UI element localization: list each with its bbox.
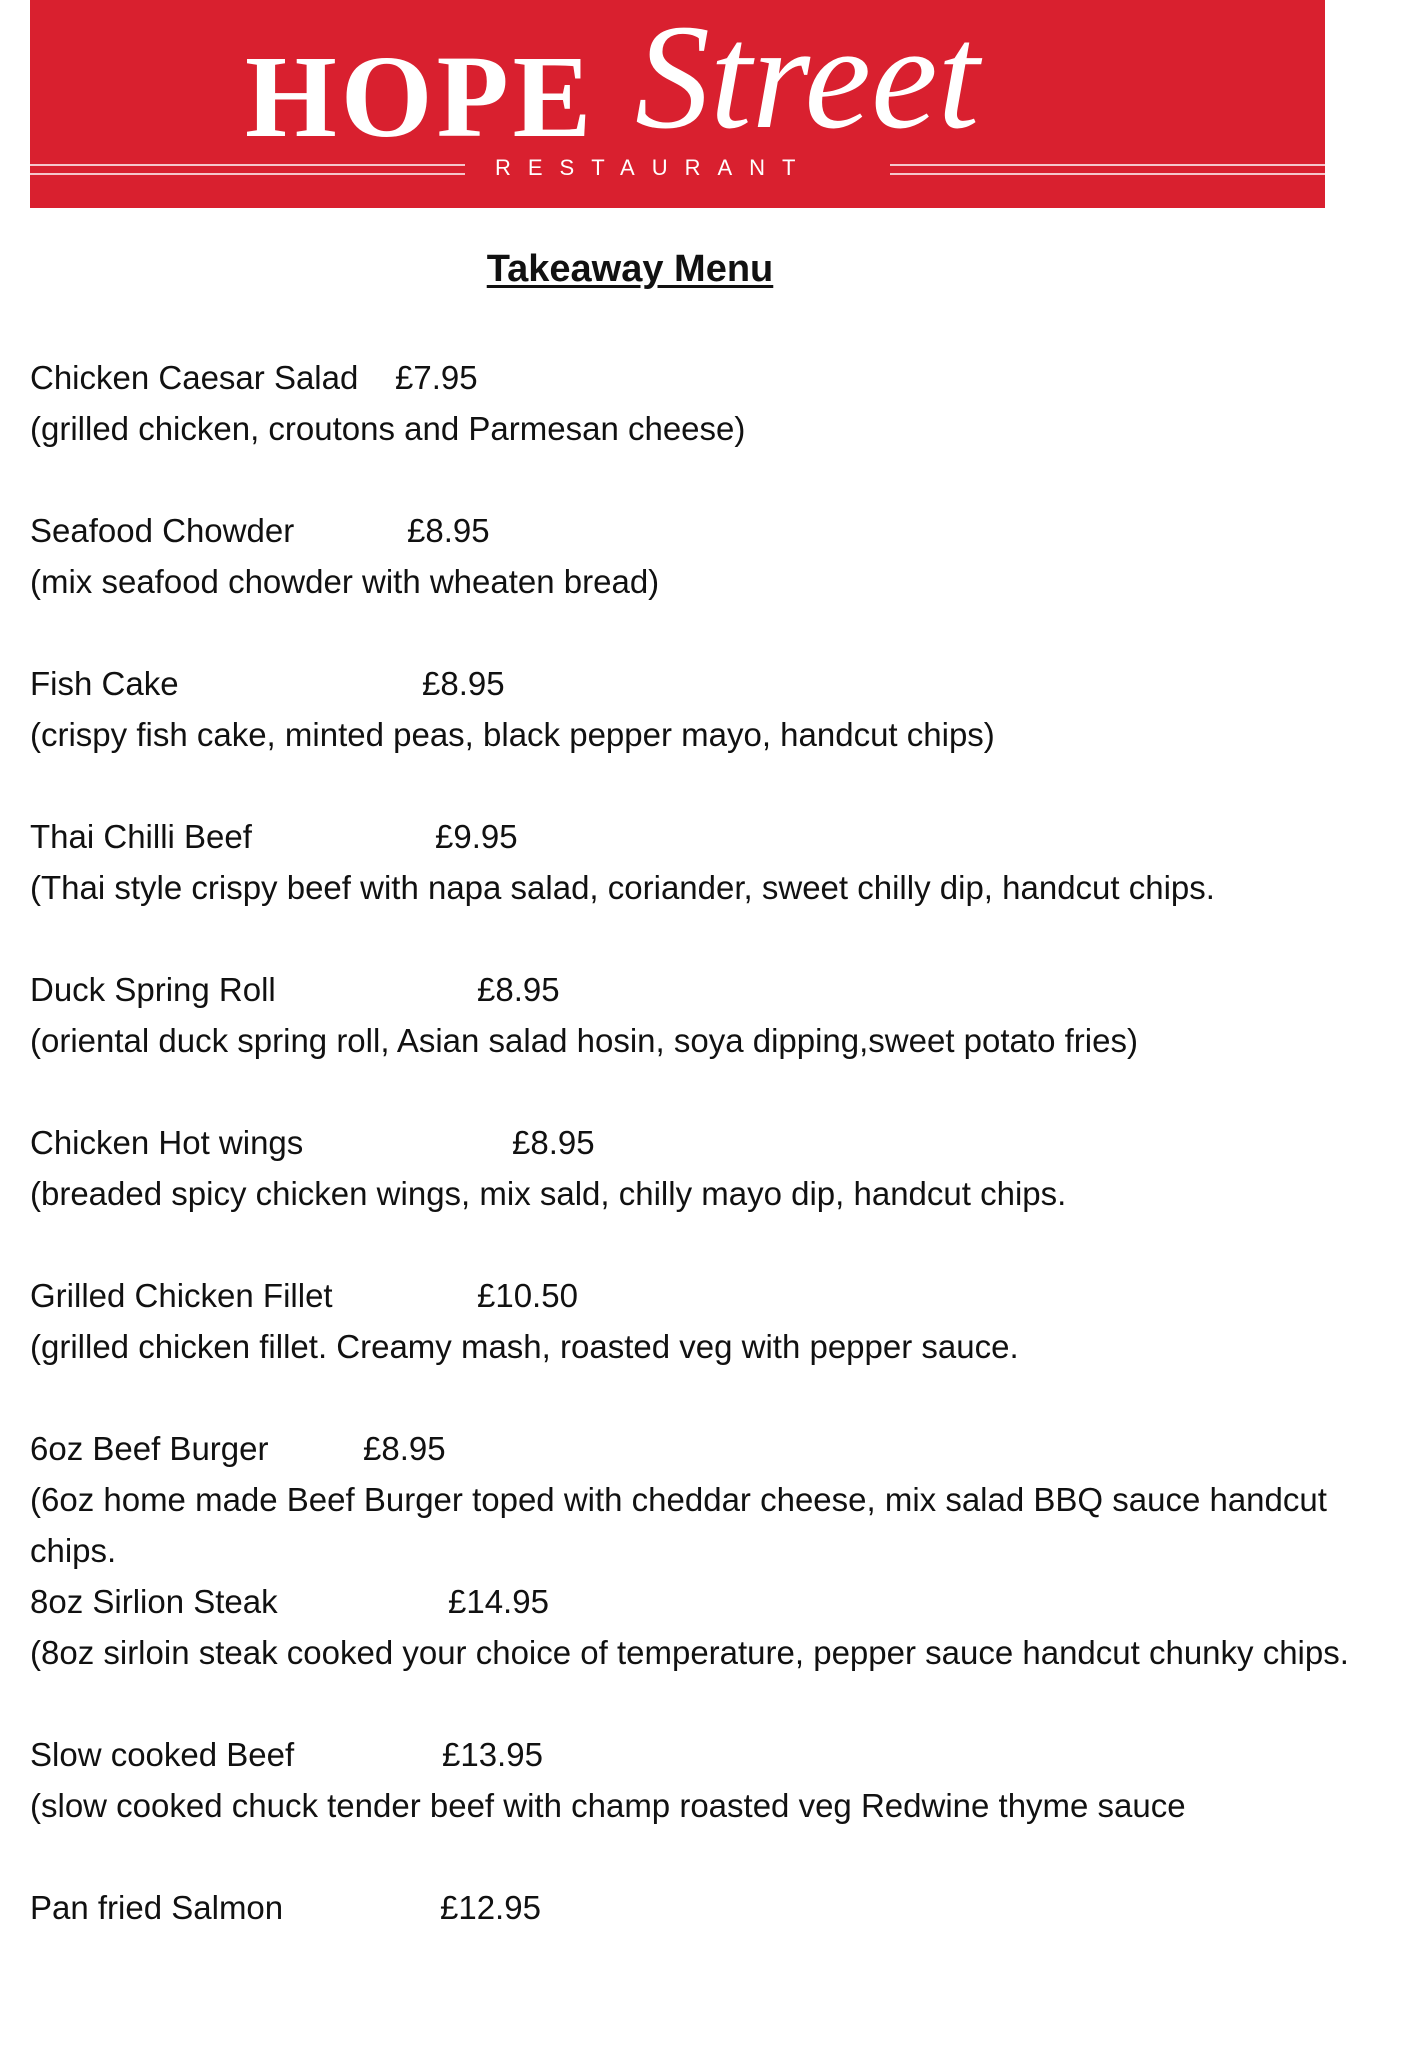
menu-item-price: £8.95	[477, 971, 560, 1008]
menu-item-description: (grilled chicken, croutons and Parmesan cheese)	[30, 410, 746, 447]
menu-item-price: £14.95	[448, 1583, 549, 1620]
menu-item	[30, 811, 1350, 913]
menu-item	[30, 352, 1350, 454]
menu-item	[30, 1882, 1350, 1933]
menu-item-name: 8oz Sirlion Steak	[30, 1583, 278, 1620]
menu-item-description: (8oz sirloin steak cooked your choice of temperature, pepper sauce handcut chunky chips.	[30, 1634, 1349, 1671]
logo-rule-left	[30, 164, 465, 175]
menu-item-description: (oriental duck spring roll, Asian salad hosin, soya dipping,sweet potato fries)	[30, 1022, 1138, 1059]
menu-item-name: Fish Cake	[30, 665, 179, 702]
menu-item-description: (mix seafood chowder with wheaten bread)	[30, 563, 660, 600]
menu-item-name: Chicken Hot wings	[30, 1124, 304, 1161]
restaurant-logo-banner	[30, 0, 1325, 208]
menu-title: Takeaway Menu	[486, 248, 774, 290]
menu-item-name: Grilled Chicken Fillet	[30, 1277, 333, 1314]
menu-item-price: £10.50	[477, 1277, 578, 1314]
menu-items-list	[30, 352, 1350, 1933]
menu-item-description: (Thai style crispy beef with napa salad, coriander, sweet chilly dip, handcut chips.	[30, 869, 1215, 906]
menu-item	[30, 1117, 1350, 1219]
menu-item	[30, 1423, 1350, 1576]
brand-name-hope: HOPE	[245, 31, 596, 162]
menu-item	[30, 505, 1350, 607]
menu-item	[30, 1729, 1350, 1831]
brand-name-street: Street	[635, 0, 980, 160]
menu-item-price: £7.95	[395, 359, 478, 396]
menu-item-name: Seafood Chowder	[30, 512, 295, 549]
logo-rule-right	[890, 164, 1325, 175]
menu-item	[30, 658, 1350, 760]
menu-item-description: (crispy fish cake, minted peas, black pepper mayo, handcut chips)	[30, 716, 995, 753]
menu-item	[30, 1576, 1350, 1678]
menu-item-name: 6oz Beef Burger	[30, 1430, 269, 1467]
menu-item-description: (breaded spicy chicken wings, mix sald, chilly mayo dip, handcut chips.	[30, 1175, 1067, 1212]
menu-item-price: £8.95	[407, 512, 490, 549]
menu-item-price: £12.95	[440, 1889, 541, 1926]
brand-tagline: RESTAURANT	[495, 155, 813, 180]
menu-item-description: (slow cooked chuck tender beef with champ roasted veg Redwine thyme sauce	[30, 1787, 1186, 1824]
menu-item-name: Thai Chilli Beef	[30, 818, 252, 855]
menu-item-name: Pan fried Salmon	[30, 1889, 284, 1926]
menu-item-name: Chicken Caesar Salad	[30, 359, 359, 396]
menu-item-price: £8.95	[363, 1430, 446, 1467]
menu-item-price: £9.95	[435, 818, 518, 855]
menu-item-price: £13.95	[442, 1736, 543, 1773]
menu-item-name: Duck Spring Roll	[30, 971, 276, 1008]
menu-item	[30, 1270, 1350, 1372]
menu-item-description: (6oz home made Beef Burger toped with cheddar cheese, mix salad BBQ sauce handcut chips.	[30, 1481, 1327, 1569]
menu-item-price: £8.95	[512, 1124, 595, 1161]
menu-item-price: £8.95	[422, 665, 505, 702]
menu-item	[30, 964, 1350, 1066]
menu-item-name: Slow cooked Beef	[30, 1736, 295, 1773]
menu-item-description: (grilled chicken fillet. Creamy mash, roasted veg with pepper sauce.	[30, 1328, 1019, 1365]
